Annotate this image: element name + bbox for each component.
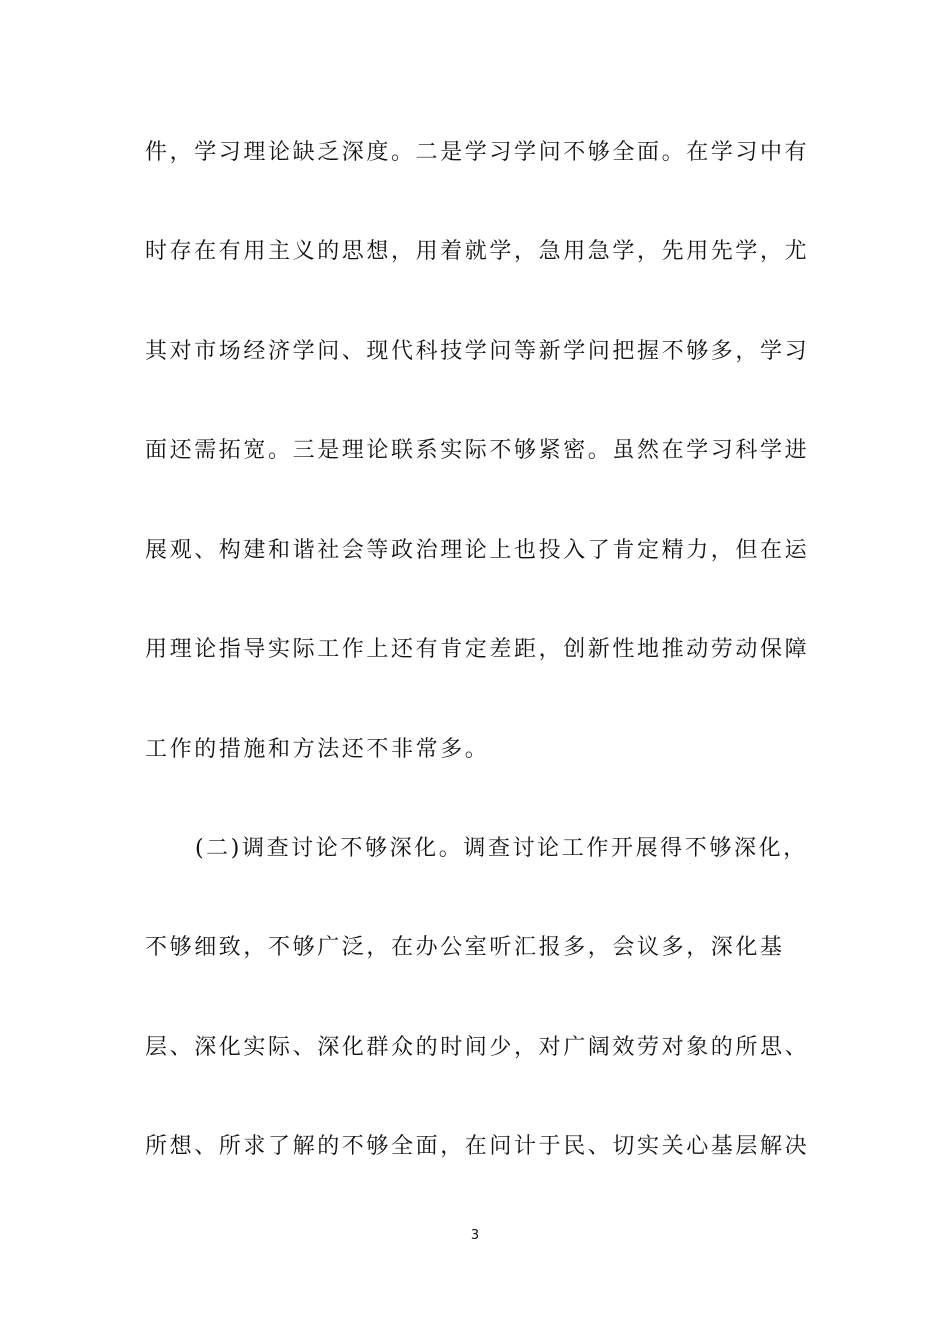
text-line: 不够细致，不够广泛，在办公室听汇报多，会议多，深化基 [145, 935, 785, 960]
paragraph-first-line: (二)调查讨论不够深化。调查讨论工作开展得不够深化， [195, 836, 808, 861]
text-line: 用理论指导实际工作上还有肯定差距，创新性地推动劳动保障 [145, 637, 810, 662]
text-line: 面还需拓宽。三是理论联系实际不够紧密。虽然在学习科学进 [145, 438, 810, 463]
text-line: 件，学习理论缺乏深度。二是学习学问不够全面。在学习中有 [145, 140, 810, 165]
text-line: 层、深化实际、深化群众的时间少，对广阔效劳对象的所思、 [145, 1035, 810, 1060]
text-line: 所想、所求了解的不够全面，在问计于民、切实关心基层解决 [145, 1134, 810, 1159]
text-line: 时存在有用主义的思想，用着就学，急用急学，先用先学，尤 [145, 239, 810, 264]
text-line: 其对市场经济学问、现代科技学问等新学问把握不够多，学习 [145, 339, 810, 364]
text-line: 展观、构建和谐社会等政治理论上也投入了肯定精力，但在运 [145, 538, 810, 563]
page-number: 3 [470, 1228, 480, 1243]
text-line: 工作的措施和方法还不非常多。 [145, 737, 490, 762]
